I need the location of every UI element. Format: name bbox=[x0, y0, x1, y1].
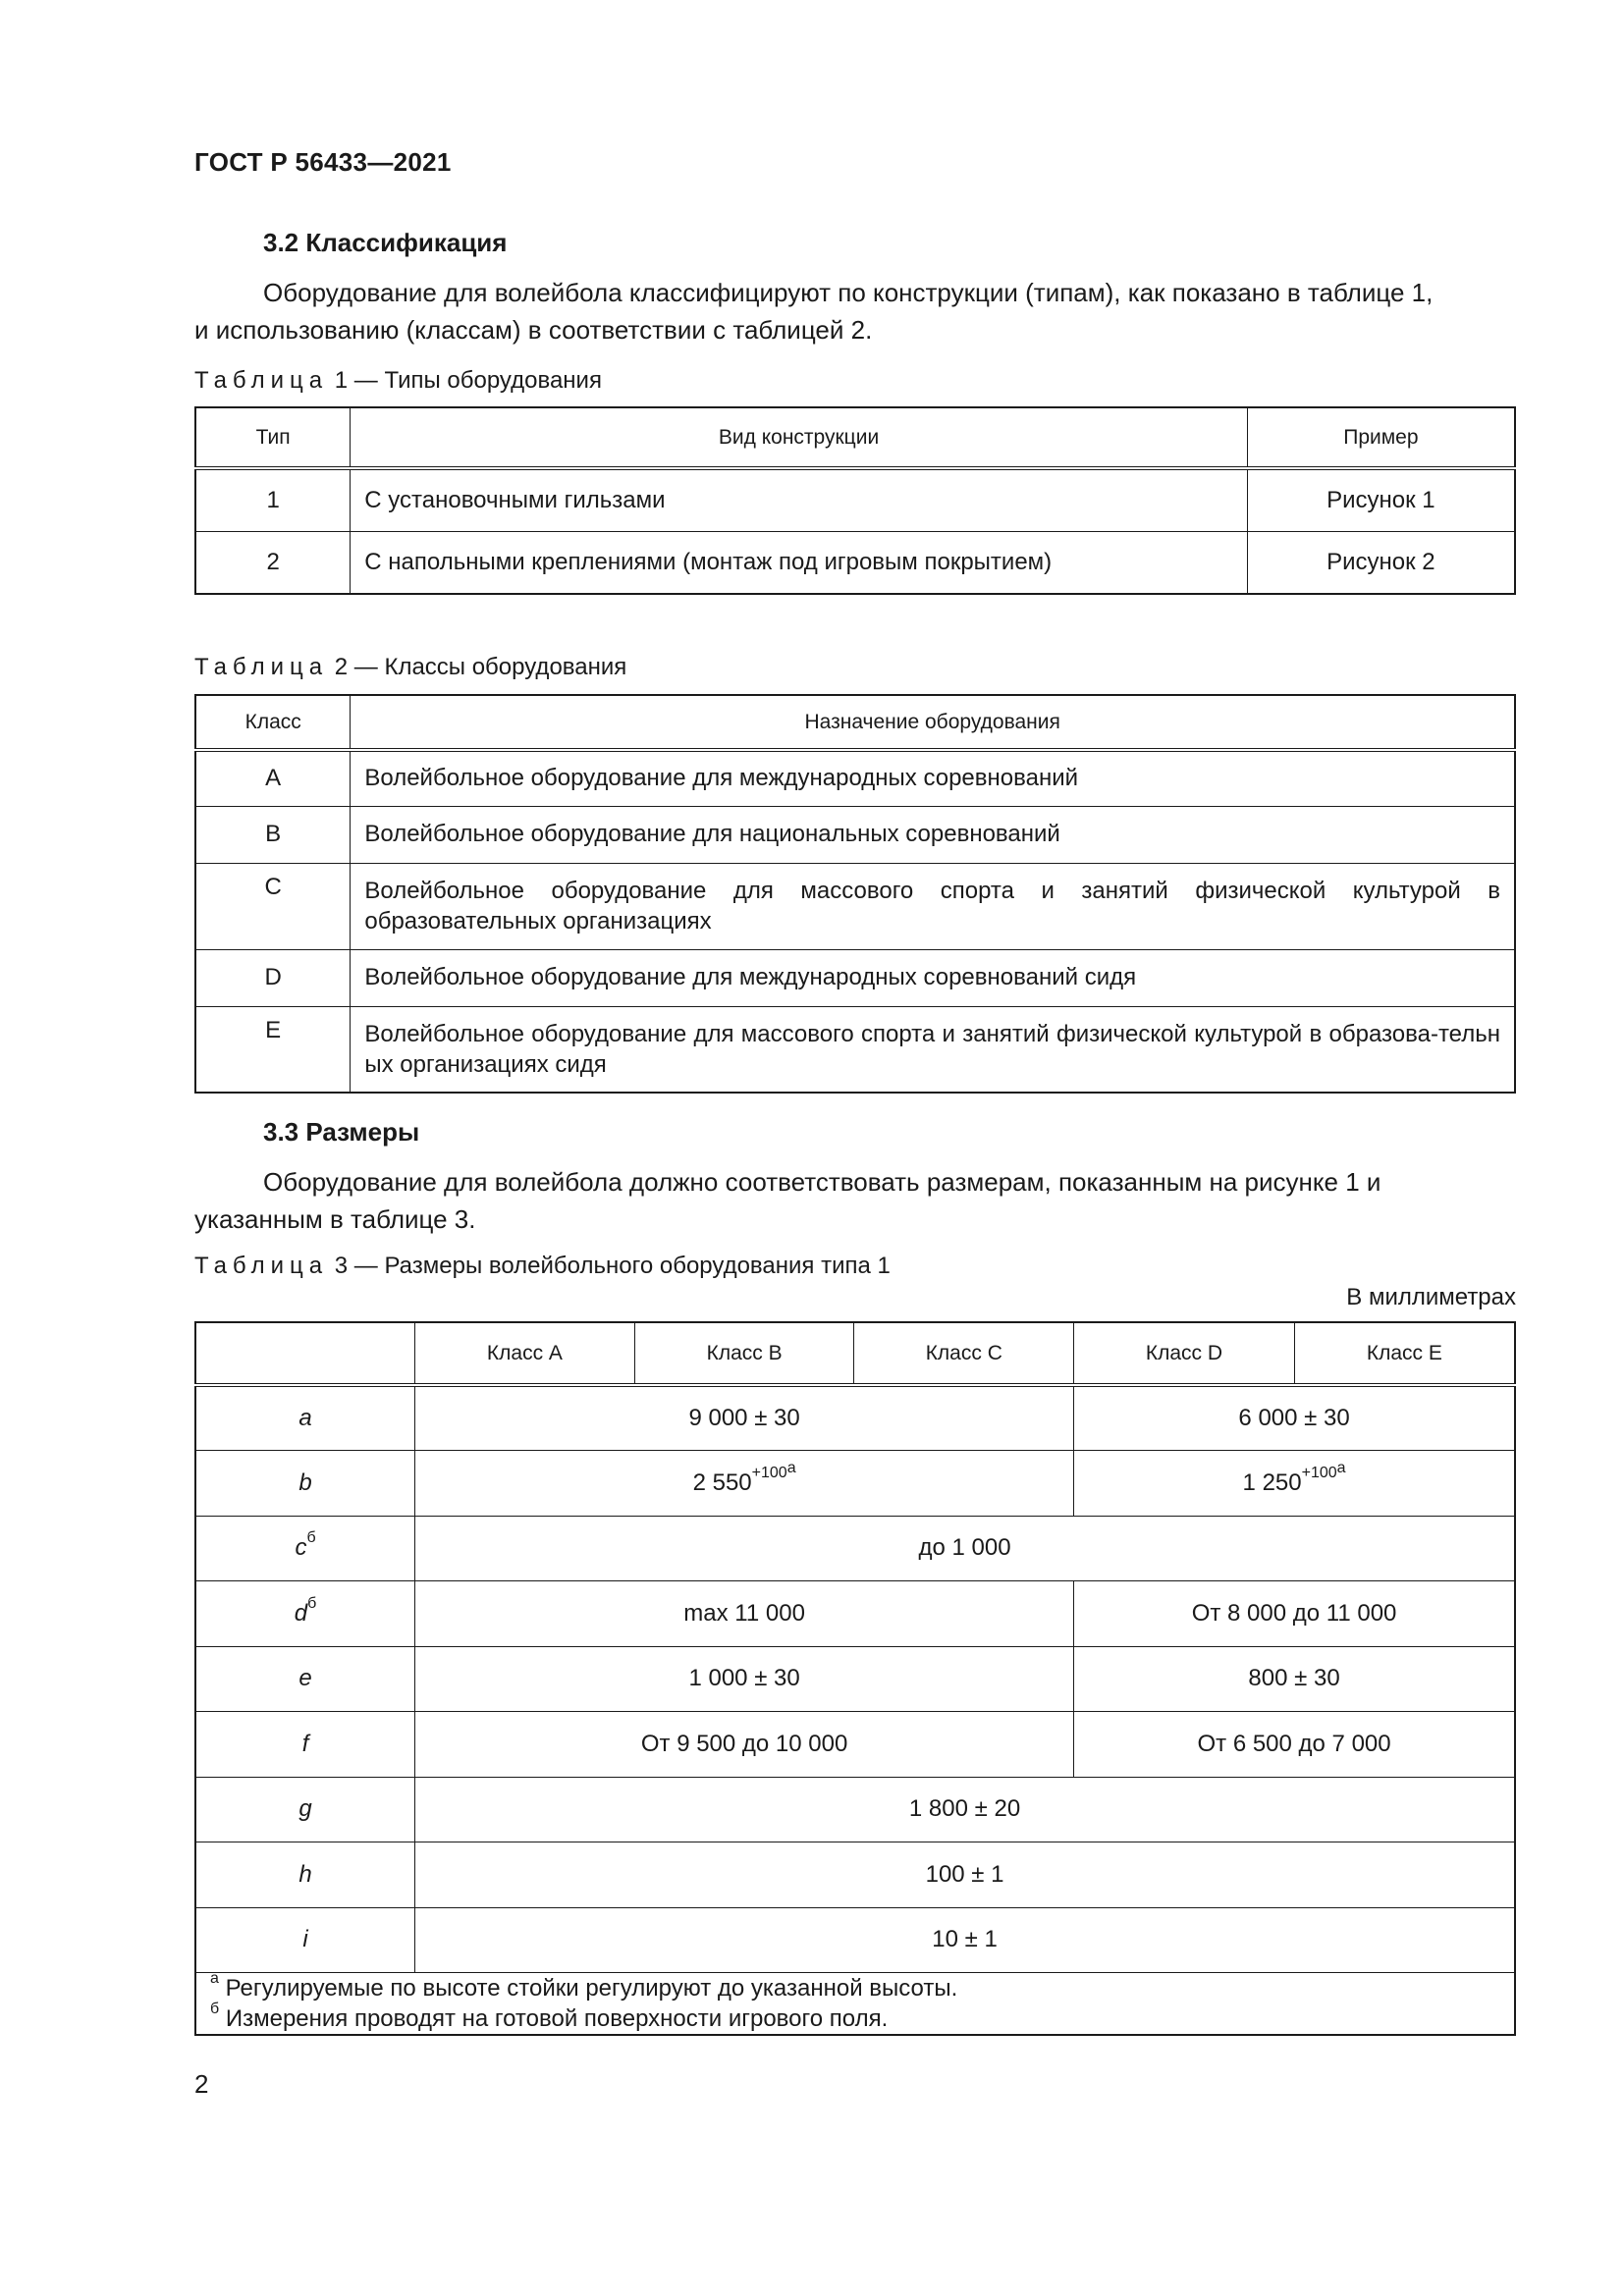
table-header-row bbox=[195, 695, 1515, 750]
value-base: 2 550 bbox=[692, 1468, 752, 1496]
cell-type: 1 bbox=[195, 468, 351, 531]
parameter-label bbox=[195, 1516, 415, 1580]
header-cell-example: Пример bbox=[1247, 407, 1515, 468]
cell-purpose: Волейбольное оборудование для массового спорта и занятий физической культурой в образова-тельных организациях сидя bbox=[351, 1006, 1515, 1093]
cell-class: E bbox=[195, 1006, 351, 1093]
footnote-text: Измерения проводят на готовой поверхности игрового поля. bbox=[219, 2004, 889, 2032]
table3-dimensions bbox=[194, 1321, 1516, 2036]
table-row bbox=[195, 949, 1515, 1006]
paragraph-line: и использованию (классам) в соответствии с таблицей 2. bbox=[194, 315, 873, 345]
header-cell-class-c: Класс C bbox=[854, 1322, 1074, 1385]
cell-purpose: Волейбольное оборудование для международных соревнований bbox=[351, 750, 1515, 806]
parameter-letter: d bbox=[294, 1599, 308, 1627]
classification-paragraph bbox=[194, 274, 1516, 348]
table-row bbox=[195, 1646, 1515, 1711]
header-cell-class: Класс bbox=[195, 695, 351, 750]
table2-equipment-classes bbox=[194, 694, 1516, 1094]
value-classes-de: 800 ± 30 bbox=[1074, 1646, 1515, 1711]
table-row bbox=[195, 1711, 1515, 1777]
parameter-label: g bbox=[195, 1777, 415, 1842]
parameter-label: b bbox=[195, 1450, 415, 1516]
value-classes-abc: От 9 500 до 10 000 bbox=[415, 1711, 1074, 1777]
footnote-mark: а bbox=[210, 1969, 219, 1987]
table-row bbox=[195, 468, 1515, 531]
footnote-text: Регулируемые по высоте стойки регулируют до указанной высоты. bbox=[218, 1974, 958, 2002]
footnote-mark: а bbox=[1336, 1459, 1346, 1476]
table-header-row bbox=[195, 1322, 1515, 1385]
table-row bbox=[195, 1580, 1515, 1646]
footnote-mark: б bbox=[210, 2000, 220, 2017]
parameter-label: f bbox=[195, 1711, 415, 1777]
header-cell-design: Вид конструкции bbox=[351, 407, 1248, 468]
header-cell-class-a: Класс A bbox=[415, 1322, 635, 1385]
paragraph-line: Оборудование для волейбола классифицируют по конструкции (типам), как показано в таблице 1, bbox=[263, 278, 1434, 307]
table-row bbox=[195, 1006, 1515, 1093]
section-heading-classification: 3.2 Классификация bbox=[263, 228, 508, 257]
table-word: Таблица bbox=[194, 1253, 329, 1279]
header-cell-class-d: Класс D bbox=[1074, 1322, 1295, 1385]
value-all-classes: 1 800 ± 20 bbox=[415, 1777, 1515, 1842]
table-row bbox=[195, 1842, 1515, 1907]
cell-example: Рисунок 2 bbox=[1247, 531, 1515, 594]
table-header-row bbox=[195, 407, 1515, 468]
tolerance: +100 bbox=[751, 1464, 787, 1481]
value-classes-abc: max 11 000 bbox=[415, 1580, 1074, 1646]
cell-example: Рисунок 1 bbox=[1247, 468, 1515, 531]
header-cell-parameter bbox=[195, 1322, 415, 1385]
value-classes-abc bbox=[415, 1450, 1074, 1516]
cell-type: 2 bbox=[195, 531, 351, 594]
header-cell-type: Тип bbox=[195, 407, 351, 468]
section-heading-dimensions: 3.3 Размеры bbox=[263, 1117, 420, 1147]
value-classes-abc: 9 000 ± 30 bbox=[415, 1385, 1074, 1450]
paragraph-line: указанным в таблице 3. bbox=[194, 1204, 476, 1234]
table-row bbox=[195, 1777, 1515, 1842]
cell-purpose: Волейбольное оборудование для национальных соревнований bbox=[351, 806, 1515, 863]
table1-caption bbox=[194, 367, 602, 395]
cell-design: С напольными креплениями (монтаж под игровым покрытием) bbox=[351, 531, 1248, 594]
parameter-label: h bbox=[195, 1842, 415, 1907]
table-row bbox=[195, 750, 1515, 806]
footnotes-cell bbox=[195, 1969, 1515, 2035]
footnote-mark: б bbox=[307, 1594, 317, 1612]
header-cell-class-b: Класс B bbox=[634, 1322, 854, 1385]
header-cell-class-e: Класс E bbox=[1294, 1322, 1515, 1385]
table1-equipment-types bbox=[194, 406, 1516, 595]
units-label: В миллиметрах bbox=[1346, 1284, 1516, 1310]
table-row bbox=[195, 1385, 1515, 1450]
cell-class: B bbox=[195, 806, 351, 863]
footnotes-row bbox=[195, 1972, 1515, 2035]
footnote-mark: а bbox=[786, 1459, 796, 1476]
parameter-label bbox=[195, 1580, 415, 1646]
table-word: Таблица bbox=[194, 654, 329, 680]
footnote bbox=[210, 1969, 1500, 2003]
cell-purpose: Волейбольное оборудование для массового спорта и занятий физической культурой в образовательных организациях bbox=[351, 863, 1515, 949]
table-row bbox=[195, 863, 1515, 949]
table3-caption bbox=[194, 1253, 891, 1280]
cell-class: C bbox=[195, 863, 351, 949]
table2-caption bbox=[194, 654, 626, 681]
table-row bbox=[195, 1450, 1515, 1516]
header-cell-purpose: Назначение оборудования bbox=[351, 695, 1515, 750]
cell-purpose: Волейбольное оборудование для международных соревнований сидя bbox=[351, 949, 1515, 1006]
value-classes-de: 6 000 ± 30 bbox=[1074, 1385, 1515, 1450]
footnote-mark: б bbox=[306, 1529, 316, 1546]
caption-text: 2 — Классы оборудования bbox=[328, 654, 627, 680]
table-word: Таблица bbox=[194, 367, 329, 394]
value-all-classes: 10 ± 1 bbox=[415, 1907, 1515, 1972]
page-number: 2 bbox=[194, 2069, 209, 2099]
document-code: ГОСТ Р 56433—2021 bbox=[194, 147, 452, 177]
value-all-classes: 100 ± 1 bbox=[415, 1842, 1515, 1907]
cell-class: D bbox=[195, 949, 351, 1006]
table-row bbox=[195, 806, 1515, 863]
value-classes-de bbox=[1074, 1450, 1515, 1516]
parameter-label: a bbox=[195, 1385, 415, 1450]
caption-text: 1 — Типы оборудования bbox=[328, 367, 602, 394]
parameter-letter: c bbox=[295, 1534, 307, 1561]
paragraph-line: Оборудование для волейбола должно соответствовать размерам, показанным на рисунке 1 и bbox=[263, 1167, 1381, 1197]
value-classes-de: От 6 500 до 7 000 bbox=[1074, 1711, 1515, 1777]
value-classes-abc: 1 000 ± 30 bbox=[415, 1646, 1074, 1711]
dimensions-paragraph bbox=[194, 1163, 1516, 1238]
cell-class: A bbox=[195, 750, 351, 806]
value-all-classes: до 1 000 bbox=[415, 1516, 1515, 1580]
value-classes-de: От 8 000 до 11 000 bbox=[1074, 1580, 1515, 1646]
tolerance: +100 bbox=[1301, 1464, 1337, 1481]
parameter-label: i bbox=[195, 1907, 415, 1972]
caption-text: 3 — Размеры волейбольного оборудования типа 1 bbox=[328, 1253, 891, 1279]
parameter-label: e bbox=[195, 1646, 415, 1711]
value-base: 1 250 bbox=[1242, 1468, 1302, 1496]
table-row bbox=[195, 1907, 1515, 1972]
table-row bbox=[195, 531, 1515, 594]
cell-design: С установочными гильзами bbox=[351, 468, 1248, 531]
table-row bbox=[195, 1516, 1515, 1580]
footnote bbox=[210, 2000, 1500, 2034]
